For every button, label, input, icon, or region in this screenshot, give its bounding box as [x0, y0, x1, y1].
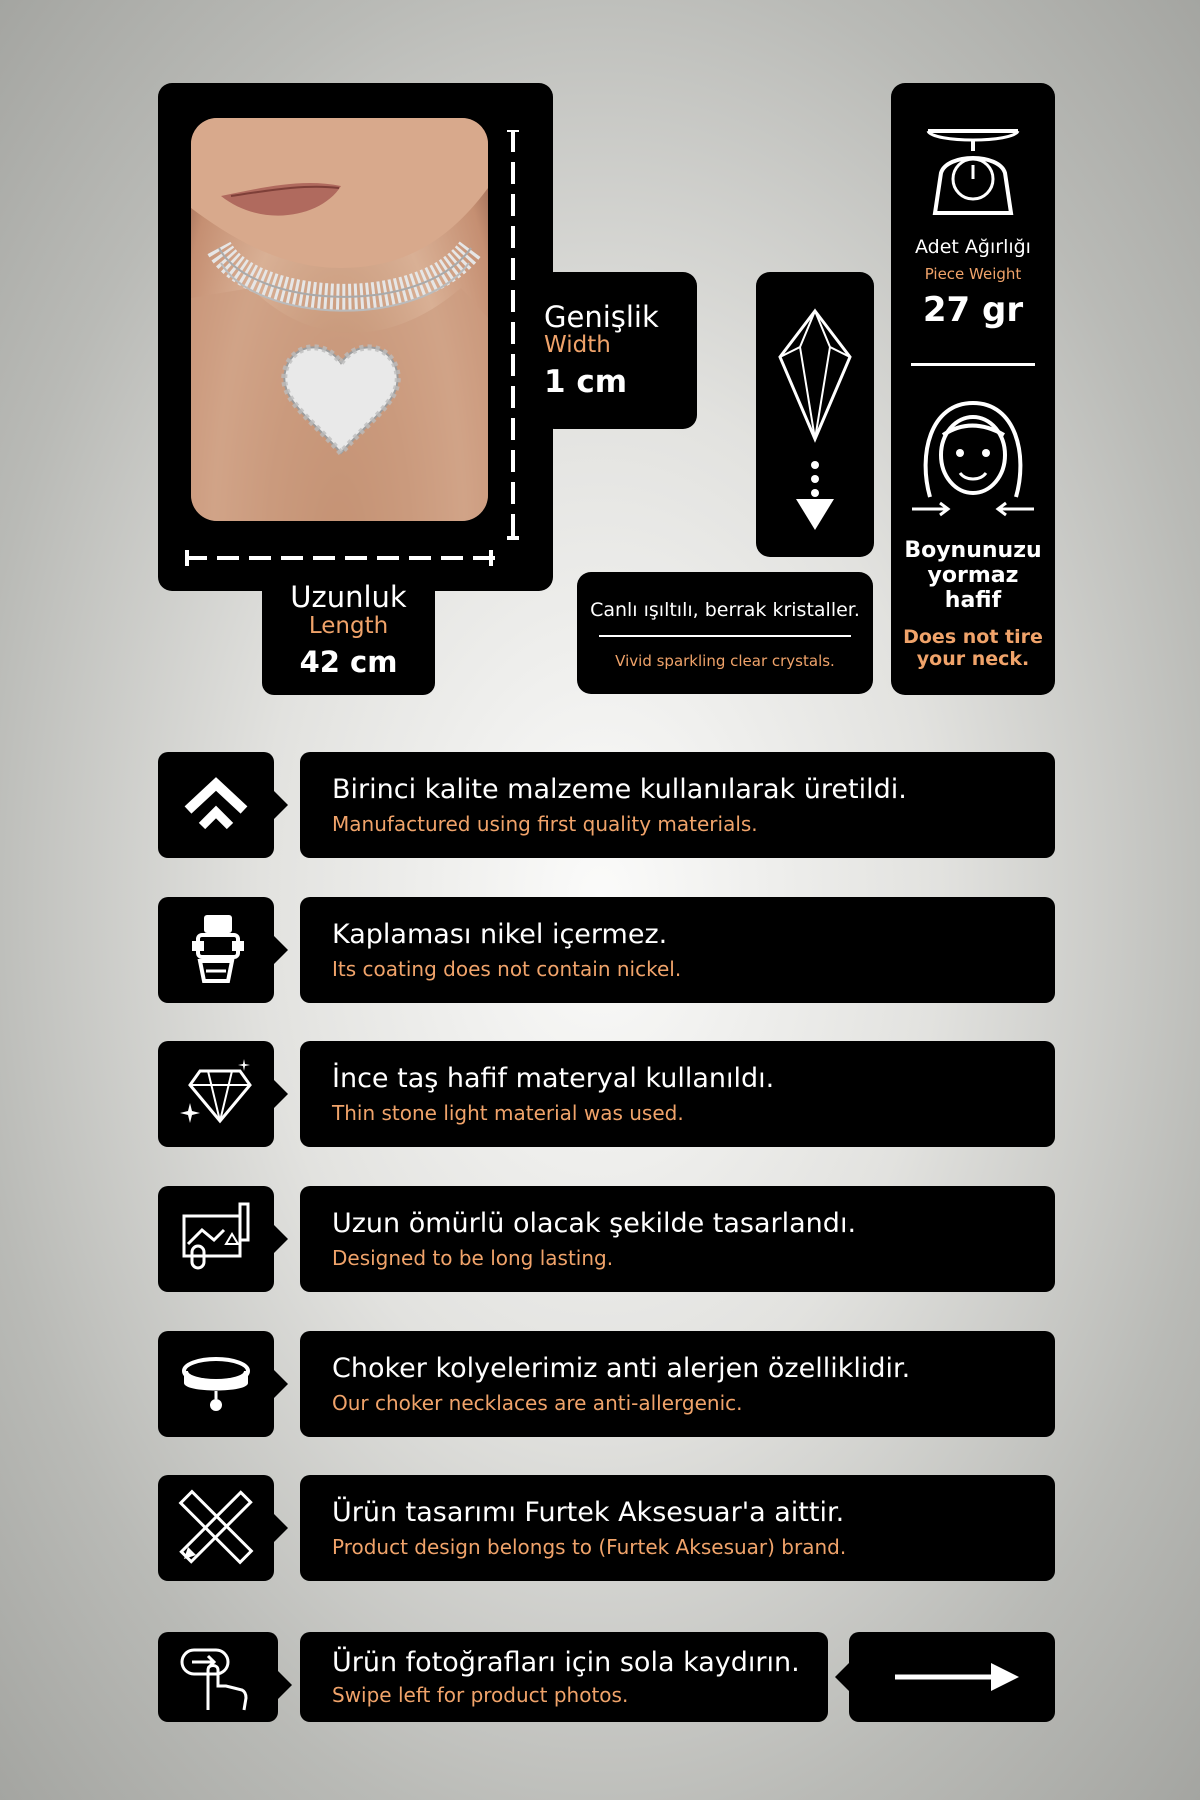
- comfort-label-tr: Boynunuzu yormaz hafif: [904, 538, 1042, 613]
- diamond-icon: [178, 1055, 254, 1131]
- feature-row: [300, 1331, 1055, 1437]
- feature-icon-box: [158, 897, 274, 1003]
- feature-text-en: Thin stone light material was used.: [332, 1101, 684, 1125]
- feature-text-tr: İnce taş hafif materyal kullanıldı.: [332, 1063, 775, 1094]
- width-dimension-line: [503, 130, 523, 540]
- feature-text-tr: Choker kolyelerimiz anti alerjen özelliklidir.: [332, 1353, 911, 1384]
- feature-row: [300, 1475, 1055, 1581]
- feature-icon-box: [158, 1186, 274, 1292]
- width-label-en: Width: [544, 332, 611, 358]
- feature-text-en: Swipe left for product photos.: [332, 1683, 629, 1707]
- swipe-next-button[interactable]: [849, 1632, 1055, 1722]
- feature-text-tr: Ürün tasarımı Furtek Aksesuar'a aittir.: [332, 1497, 845, 1528]
- scale-icon: [913, 127, 1033, 217]
- choker-icon: [178, 1345, 254, 1421]
- length-label-en: Length: [308, 613, 389, 639]
- crystals-text-en: Vivid sparkling clear crystals.: [615, 652, 835, 670]
- length-dimension-line: [185, 548, 495, 568]
- weight-value: 27 gr: [922, 290, 1024, 330]
- feature-icon-box: [158, 1041, 274, 1147]
- feature-text-tr: Ürün fotoğrafları için sola kaydırın.: [332, 1647, 800, 1678]
- weight-label-tr: Adet Ağırlığı: [915, 236, 1031, 258]
- width-value: 1 cm: [544, 364, 628, 400]
- feature-row: [300, 1632, 828, 1722]
- weight-comfort-panel: [891, 83, 1055, 695]
- feature-icon-box: [158, 1632, 278, 1722]
- crystal-info-box: [756, 272, 874, 557]
- feature-row: [300, 1186, 1055, 1292]
- feature-text-en: Its coating does not contain nickel.: [332, 957, 682, 981]
- pencil-ruler-icon: [178, 1489, 254, 1565]
- layers-icon: [178, 766, 254, 842]
- feature-row: [300, 897, 1055, 1003]
- feature-text-tr: Kaplaması nikel içermez.: [332, 919, 668, 950]
- product-photo: [191, 118, 488, 521]
- crystals-description-box: [577, 572, 873, 694]
- divider: [911, 363, 1035, 366]
- pointer-notch: [835, 1663, 849, 1691]
- feature-icon-box: [158, 752, 274, 858]
- length-info-box: [262, 575, 435, 695]
- face-icon: [908, 395, 1038, 523]
- feature-row: [300, 752, 1055, 858]
- comfort-label-en: Does not tire your neck.: [903, 626, 1043, 670]
- design-board-icon: [178, 1200, 254, 1276]
- width-info-box: [540, 272, 697, 429]
- feature-icon-box: [158, 1331, 274, 1437]
- width-label-tr: Genişlik: [544, 300, 659, 334]
- divider: [599, 635, 851, 637]
- feature-text-en: Our choker necklaces are anti-allergenic.: [332, 1391, 743, 1415]
- feature-row: [300, 1041, 1055, 1147]
- feature-text-tr: Birinci kalite malzeme kullanılarak üretildi.: [332, 774, 907, 805]
- arrow-right-icon: [895, 1659, 1021, 1695]
- crystal-icon: [776, 307, 854, 532]
- feature-text-tr: Uzun ömürlü olacak şekilde tasarlandı.: [332, 1208, 857, 1239]
- feature-text-en: Manufactured using first quality materials.: [332, 812, 758, 836]
- coating-icon: [178, 911, 254, 987]
- weight-label-en: Piece Weight: [924, 265, 1022, 283]
- feature-text-en: Designed to be long lasting.: [332, 1246, 614, 1270]
- swipe-hand-icon: [178, 1640, 254, 1716]
- product-photo-frame: [158, 83, 553, 591]
- crystals-text-tr: Canlı ışıltılı, berrak kristaller.: [590, 599, 860, 621]
- feature-icon-box: [158, 1475, 274, 1581]
- feature-text-en: Product design belongs to (Furtek Aksesuar) brand.: [332, 1535, 847, 1559]
- length-label-tr: Uzunluk: [290, 580, 407, 614]
- length-value: 42 cm: [299, 645, 398, 679]
